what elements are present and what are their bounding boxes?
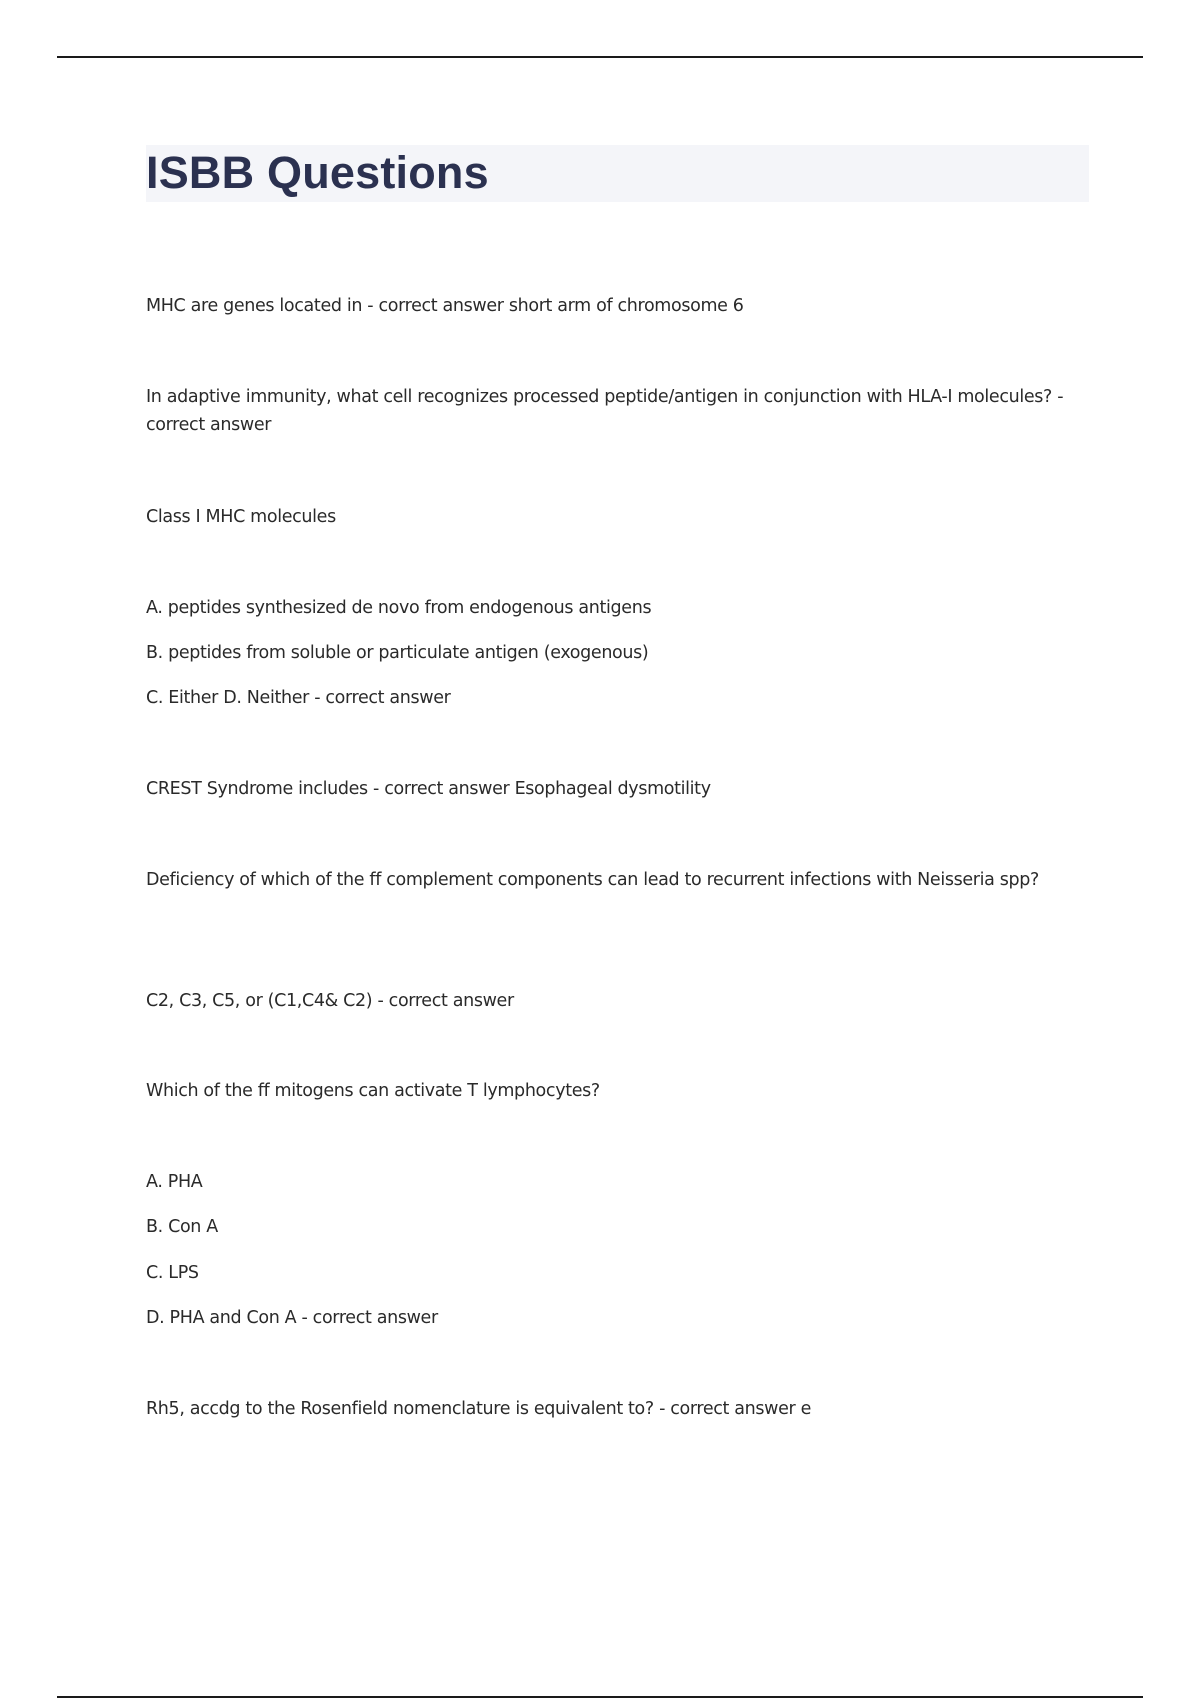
answer-class-i-mhc: Class I MHC molecules	[146, 507, 336, 527]
top-rule	[57, 56, 1143, 58]
question-crest-syndrome: CREST Syndrome includes - correct answer Esophageal dysmotility	[146, 779, 711, 799]
question-t-lymphocyte-mitogens: Which of the ff mitogens can activate T lymphocytes?	[146, 1081, 600, 1101]
option-b-con-a: B. Con A	[146, 1217, 218, 1237]
question-rh5-rosenfield: Rh5, accdg to the Rosenfield nomenclature is equivalent to? - correct answer e	[146, 1399, 812, 1419]
bottom-rule	[57, 1696, 1143, 1698]
question-adaptive-immunity: In adaptive immunity, what cell recognizes processed peptide/antigen in conjunction with HLA-I molecules? - correct answer	[146, 387, 1064, 435]
option-a-peptides-endogenous: A. peptides synthesized de novo from endogenous antigens	[146, 598, 652, 618]
document-title: ISBB Questions	[146, 147, 489, 198]
option-d-pha-con-a: D. PHA and Con A - correct answer	[146, 1308, 438, 1328]
option-a-pha: A. PHA	[146, 1172, 203, 1192]
option-b-peptides-exogenous: B. peptides from soluble or particulate antigen (exogenous)	[146, 643, 649, 663]
question-mhc-location: MHC are genes located in - correct answer short arm of chromosome 6	[146, 296, 744, 316]
option-c-d-either-neither: C. Either D. Neither - correct answer	[146, 688, 451, 708]
question-complement-deficiency: Deficiency of which of the ff complement components can lead to recurrent infections with Neisseria spp?	[146, 870, 1039, 890]
answer-complement-components: C2, C3, C5, or (C1,C4& C2) - correct answer	[146, 991, 514, 1011]
option-c-lps: C. LPS	[146, 1263, 199, 1283]
